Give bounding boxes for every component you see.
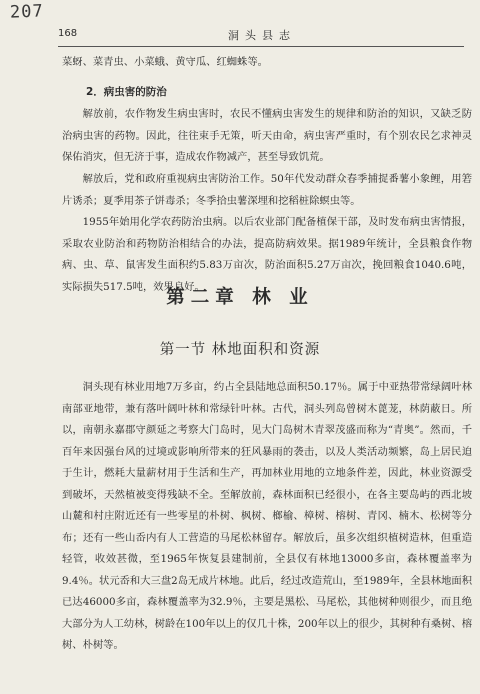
carryover-line: 菜蚜、菜青虫、小菜蛾、黄守瓜、红蜘蛛等。 bbox=[62, 56, 268, 68]
subheading-pest-control: 2．病虫害的防治 bbox=[86, 86, 167, 98]
chapter-title: 第二章 林 业 bbox=[166, 287, 314, 308]
paragraph-before-liberation: 解放前，农作物发生病虫害时，农民不懂病虫害发生的规律和防治的知识，又缺乏防治病虫害的药物。因此，往往束手无策，听天由命，病虫害严重时，有个别农民乞求神灵保佑消灾，但无济于事，造成农作物减产，甚至导致饥荒。 bbox=[62, 108, 472, 163]
paragraph-forest-area: 洞头现有林业用地7万多亩，约占全县陆地总面积50.17％。属于中亚热带常绿阔叶林南部亚地带，兼有落叶阔叶林和常绿针叶林。古代，洞头列岛曾树木蓖茏，林荫蔽日。所以，南朝永嘉郡守颜延之考察大门岛时，见大门岛树木青翠茂盛而称为“青奥”。然而，千百年来因强台风的过境或影响所带来的狂风暴雨的袭击，以及人类活动频繁，岛上居民迫于生计，燃耗大量薪材用于生活和生产，再加林业用地的立地条件差，因此，林业资源受到破坏，天然植被变得残缺不全。至解放前，森林面积已经很小，在各主要岛屿的西北坡山麓和村庄附近还有一些零星的朴树、枫树、榔榆、樟树、榕树、青冈、楠木、松树等分布；还有一些山岙内有人工营造的马尾松林留存。解放后，虽多次组织植树造林，但重造轻管，收效甚微，至1965年恢复县建制前，全县仅有林地13000多亩，森林覆盖率为9.4％。状元岙和大三盘2岛无成片林地。此后，经过改造荒山，至1989年，全县林地面积已达46000多亩，森林覆盖率为32.9％，主要是黑松、马尾松，其他树种则很少，而且绝大部分为人工幼林，树龄在100年以上的仅几十株，200年以上的很少，其树种有桑树、榕树、朴树等。 bbox=[62, 381, 472, 651]
paragraph-chemical-pesticides: 1955年始用化学农药防治虫病。以后农业部门配备植保干部，及时发布病虫害情报，采取农业防治和药物防治相结合的办法，提高防病效果。据1989年统计，全县粮食作物病、虫、草、鼠害发生面积约5.83万亩次，防治面积5.27万亩次，挽回粮食1040.6吨，实际损失517.5吨，效果良好。 bbox=[62, 216, 472, 293]
handwritten-page-number: 207 bbox=[9, 1, 45, 23]
section-title: 第一节 林地面积和资源 bbox=[159, 342, 321, 358]
page-header bbox=[58, 22, 464, 47]
page-number: 168 bbox=[58, 28, 78, 39]
paragraph-after-liberation: 解放后，党和政府重视病虫害防治工作。50年代发动群众春季捕捉番薯小象鲤，用箬片诱杀；夏季用茶子饼毒杀；冬季拾虫薯深埋和挖稻桩除螟虫等。 bbox=[62, 173, 472, 207]
running-title: 洞头县志 bbox=[228, 29, 296, 42]
